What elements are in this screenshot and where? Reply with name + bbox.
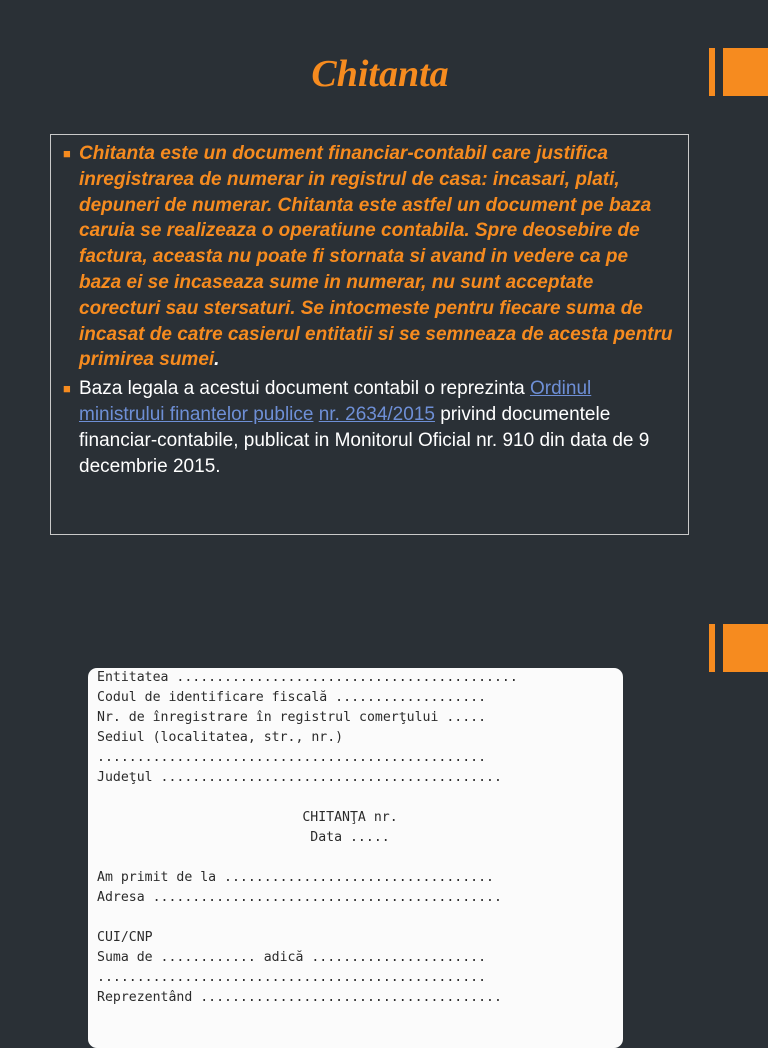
- decorative-bar-thick: [723, 48, 768, 96]
- form-line-cui-cnp: CUI/CNP: [97, 930, 153, 945]
- form-line-dots-2: .................................................: [97, 970, 487, 985]
- form-line-address: Adresa ............................................: [97, 890, 502, 905]
- form-line-address-label: Sediul (localitatea, str., nr.): [97, 730, 344, 745]
- form-line-fiscal-code: Codul de identificare fiscală ...................: [97, 690, 487, 705]
- order-number-link[interactable]: nr. 2634/2015: [318, 403, 435, 425]
- form-line-amount: Suma de ............ adică ......................: [97, 950, 487, 965]
- bullet-square-icon: ■: [63, 146, 71, 161]
- form-line-registration: Nr. de înregistrare în registrul comerţului .....: [97, 710, 487, 725]
- bullet-legal-basis: [61, 376, 674, 479]
- receipt-form-image: [88, 668, 623, 1048]
- form-line-representing: Reprezentând ......................................: [97, 990, 502, 1005]
- form-line-entity: Entitatea ...........................................: [97, 670, 518, 685]
- bullet-square-icon: ■: [63, 381, 71, 397]
- form-receipt-title: CHITANŢA nr.: [302, 810, 398, 825]
- slide-title: Chitanta: [311, 53, 449, 95]
- form-receipt-date: Data .....: [310, 830, 390, 845]
- decorative-bar-thick: [723, 624, 768, 672]
- legal-basis-text-before: Baza legala a acestui document contabil o reprezinta: [79, 378, 530, 400]
- form-line-received-from: Am primit de la ..................................: [97, 870, 494, 885]
- form-line-dots: .................................................: [97, 750, 487, 765]
- decorative-bar-thin: [709, 48, 715, 96]
- form-line-county: Judeţul ...........................................: [97, 770, 502, 785]
- content-text-box: [50, 134, 689, 535]
- legal-basis-text-after: privind documentele financiar-contabile, publicat in Monitorul Oficial nr. 910 din data de 9 decembrie 2015.: [79, 403, 650, 477]
- decorative-bars-top: [709, 48, 768, 96]
- decorative-bars-middle: [709, 624, 768, 672]
- bullet-definition-period: .: [214, 349, 220, 371]
- bullet-definition-text: Chitanta este un document financiar-contabil care justifica inregistrarea de numerar in registrul de casa: incasari, plati, depuneri de numerar. Chitanta este astfel un document pe baza caruia se realizeaza o operatiune contabila. Spre deosebire de factura, aceasta nu poate fi stornata si avand in vedere ca pe baza ei se incaseaza sume in numerar, nu sunt acceptate corecturi sau stersaturi. Se intocmeste pentru fiecare suma de incasat de catre casierul entitatii si se semneaza de acesta pentru primirea sumei: [79, 143, 673, 371]
- order-link[interactable]: Ordinul ministrului finantelor publice: [79, 378, 592, 425]
- bullet-definition: [61, 141, 674, 373]
- decorative-bar-thin: [709, 624, 715, 672]
